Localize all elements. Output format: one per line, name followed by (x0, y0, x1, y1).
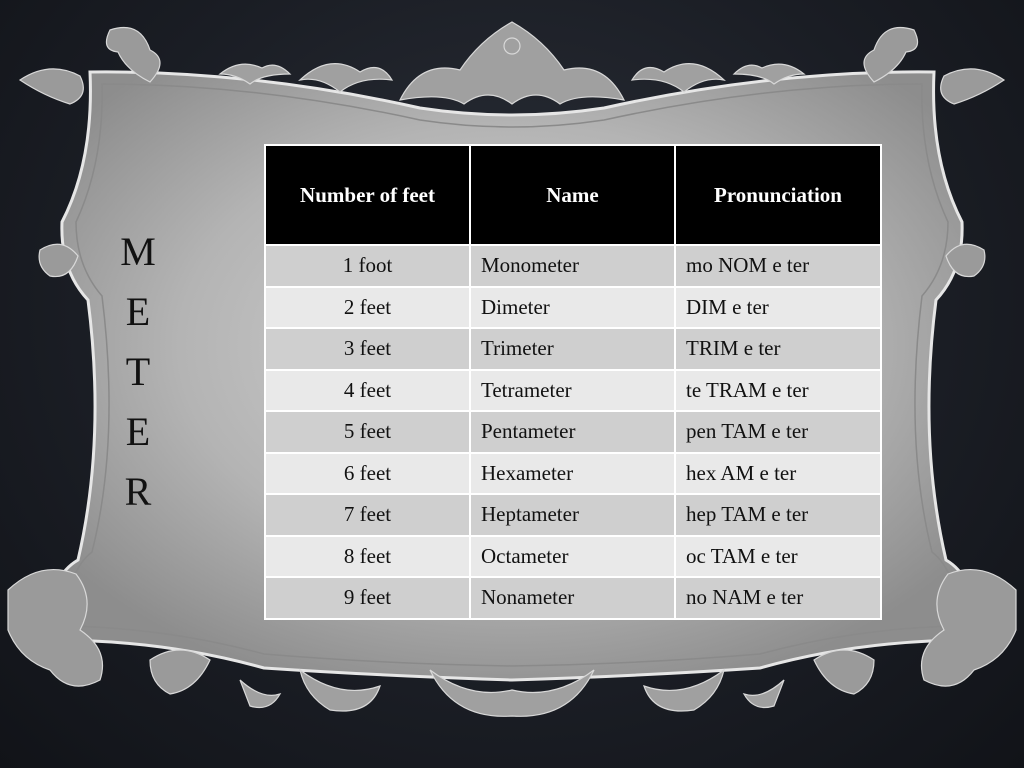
cell-feet: 5 feet (265, 411, 470, 453)
cell-feet: 8 feet (265, 536, 470, 578)
cell-pronunciation: hex AM e ter (675, 453, 881, 495)
meter-table (264, 144, 882, 620)
table-row (265, 411, 881, 453)
cell-pronunciation: no NAM e ter (675, 577, 881, 619)
table-row (265, 245, 881, 287)
cell-feet: 2 feet (265, 287, 470, 329)
table-row (265, 287, 881, 329)
header-pronunciation: Pronunciation (675, 145, 881, 245)
cell-pronunciation: oc TAM e ter (675, 536, 881, 578)
title-letter: E (125, 409, 151, 454)
cell-pronunciation: DIM e ter (675, 287, 881, 329)
title-letter: E (125, 289, 151, 334)
cell-pronunciation: pen TAM e ter (675, 411, 881, 453)
title-letter: T (125, 349, 151, 394)
title-letter: R (124, 469, 152, 514)
table-row (265, 453, 881, 495)
cell-name: Dimeter (470, 287, 675, 329)
cell-name: Tetrameter (470, 370, 675, 412)
cell-feet: 4 feet (265, 370, 470, 412)
cell-pronunciation: TRIM e ter (675, 328, 881, 370)
table-row (265, 494, 881, 536)
cell-name: Octameter (470, 536, 675, 578)
cell-feet: 3 feet (265, 328, 470, 370)
cell-name: Trimeter (470, 328, 675, 370)
table-row (265, 328, 881, 370)
slide-title (108, 222, 168, 522)
table-row (265, 370, 881, 412)
cell-pronunciation: mo NOM e ter (675, 245, 881, 287)
cell-pronunciation: te TRAM e ter (675, 370, 881, 412)
title-letter: M (120, 229, 156, 274)
table-row (265, 536, 881, 578)
header-number-of-feet: Number of feet (265, 145, 470, 245)
cell-name: Nonameter (470, 577, 675, 619)
table-row (265, 577, 881, 619)
header-name: Name (470, 145, 675, 245)
cell-feet: 9 feet (265, 577, 470, 619)
cell-name: Monometer (470, 245, 675, 287)
cell-pronunciation: hep TAM e ter (675, 494, 881, 536)
cell-feet: 1 foot (265, 245, 470, 287)
cell-name: Pentameter (470, 411, 675, 453)
cell-feet: 7 feet (265, 494, 470, 536)
cell-name: Hexameter (470, 453, 675, 495)
cell-feet: 6 feet (265, 453, 470, 495)
table-header-row (265, 145, 881, 245)
cell-name: Heptameter (470, 494, 675, 536)
